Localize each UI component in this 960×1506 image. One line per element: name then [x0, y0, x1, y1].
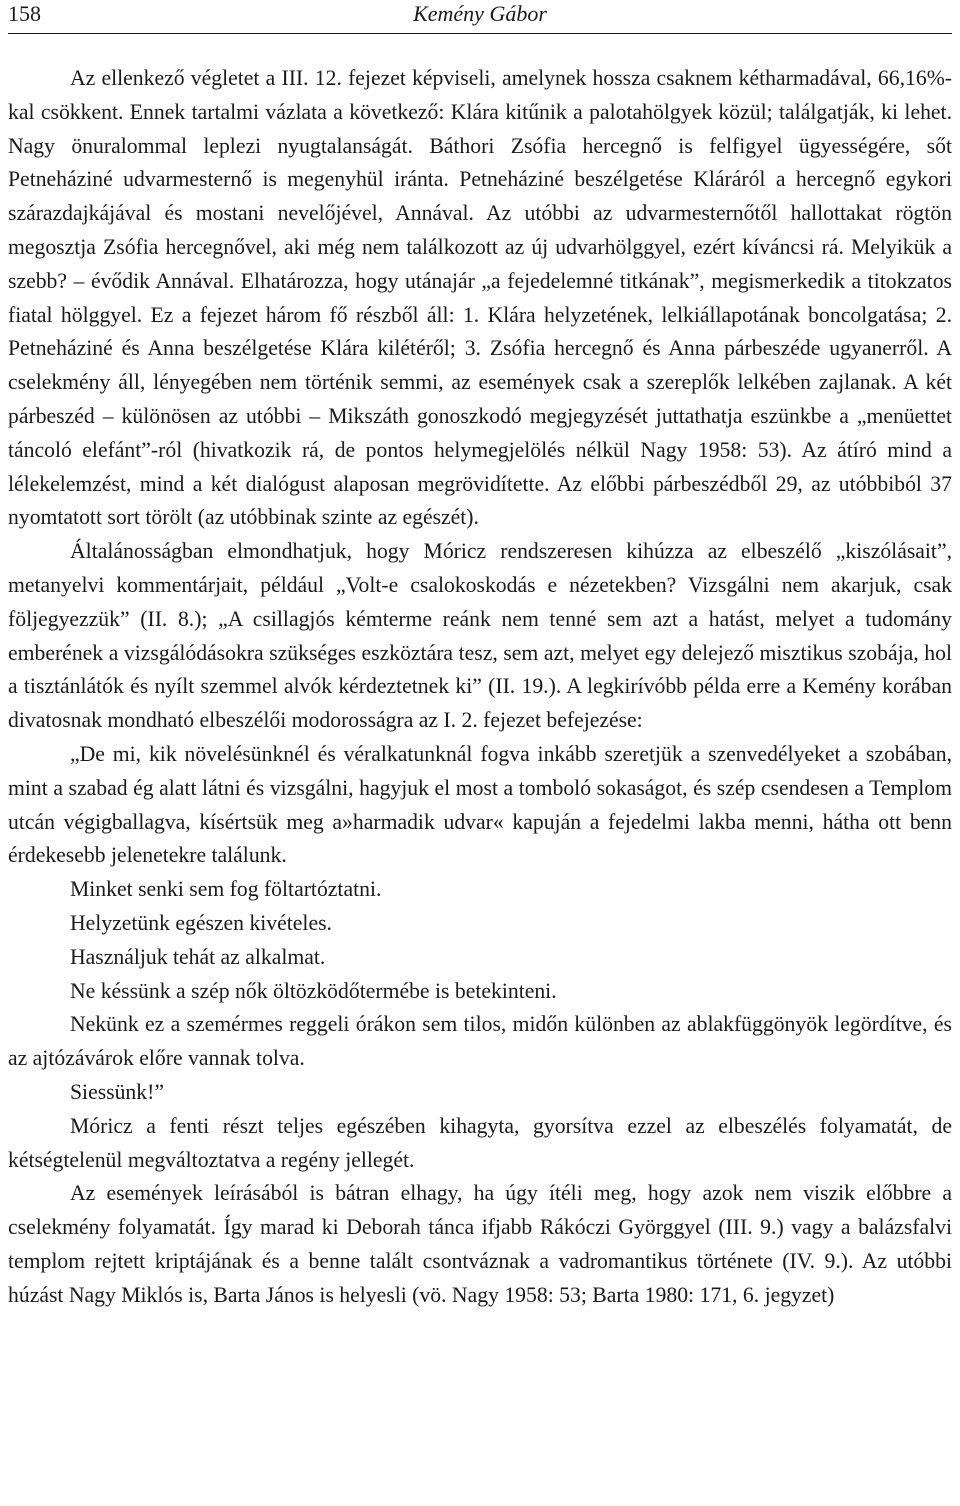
paragraph: Az események leírásából is bátran elhagy, ha úgy ítéli meg, hogy azok nem viszik előbbre a cselekmény folyamatát. Így marad ki Deborah tánca ifjabb Rákóczi Györggyel (III. 9.) vagy a balázsfalvi templom rejtett kriptájának és a benne talált csontváznak a vadromantikus története (IV. 9.). Az utóbbi húzást Nagy Miklós is, Barta János is helyesli (vö. Nagy 1958: 53; Barta 1980: 171, 6. jegyzet)	[8, 1181, 952, 1307]
page-number: 158	[8, 1, 41, 26]
header-rule	[8, 33, 952, 34]
running-head	[8, 0, 952, 30]
quote-paragraph: Ne késsünk a szép nők öltözködőtermébe is betekinteni.	[70, 978, 557, 1003]
quote-paragraph: Minket senki sem fog föltartóztatni.	[70, 877, 382, 902]
paragraph: Az ellenkező végletet a III. 12. fejezet képviseli, amelynek hossza csaknem kétharmadával, 66,16%-kal csökkent. Ennek tartalmi vázlata a következő: Klára kitűnik a palotahölgyek közül; találgatják, ki lehet. Nagy önuralommal leplezi nyugtalanságát. Báthori Zsófia hercegnő is felfigyel ügyességére, sőt Petneháziné udvarmesternő is megenyhül iránta. Petneháziné beszélgetése Kláráról a hercegnő egykori szárazdajkájával és mostani nevelőjével, Annával. Az utóbbi az udvarmesternőtől hallottakat rögtön megosztja Zsófia hercegnővel, aki még nem találkozott az új udvarhölggyel, ezért kíváncsi rá. Melyikük a szebb? – évődik Annával. Elhatározza, hogy utánajár „a fejedelemné titkának”, megismerkedik a titokzatos fiatal hölggyel. Ez a fejezet három fő részből áll: 1. Klára helyzetének, lelkiállapotának boncolgatása; 2. Petneháziné és Anna beszélgetése Klára kilétéről; 3. Zsófia hercegnő és Anna párbeszéde ugyanerről. A cselekmény áll, lényegében nem történik semmi, az események csak a szereplők lelkében zajlanak. A két párbeszéd – különösen az utóbbi – Mikszáth gonoszkodó megjegyzését juttathatja eszünkbe a „menüettet táncoló elefánt”-ról (hivatkozik rá, de pontos helymegjelölés nélkül Nagy 1958: 53). Az átíró mind a lélekelemzést, mind a két dialógust alaposan megrövidítette. Az előbbi párbeszédből 29, az utóbbiból 37 nyomtatott sort törölt (az utóbbinak szinte az egészét).	[8, 66, 952, 530]
running-title: Kemény Gábor	[413, 1, 547, 26]
quote-paragraph: Siessünk!”	[70, 1079, 164, 1104]
quote-paragraph: Használjuk tehát az alkalmat.	[70, 944, 326, 969]
paragraph: Móricz a fenti részt teljes egészében kihagyta, gyorsítva ezzel az elbeszélés folyamatát, de kétségtelenül megváltoztatva a regény jellegét.	[8, 1113, 952, 1172]
quote-paragraph: Helyzetünk egészen kivételes.	[70, 910, 332, 935]
body-text	[8, 62, 952, 1312]
paragraph: Általánosságban elmondhatjuk, hogy Móricz rendszeresen kihúzza az elbeszélő „kiszólásait”, metanyelvi kommentárjait, például „Volt-e csalokoskodás e nézetekben? Vizsgálni nem akarjuk, csak följegyezzük” (II. 8.); „A csillagjós kémterme reánk nem tenné sem azt a hatást, melyet a tudomány emberének a vizsgálódásokra szükséges eszköztára tesz, sem azt, melyet egy delejező misztikus szobája, hol a tisztánlátók és nyílt szemmel alvók kérdeztetnek ki” (II. 19.). A legkirívóbb példa erre a Kemény korában divatosnak mondható elbeszélői modorosságra az I. 2. fejezet befejezése:	[8, 539, 952, 733]
quote-paragraph: Nekünk ez a szemérmes reggeli órákon sem tilos, midőn különben az ablakfüggönyök legördítve, és az ajtózávárok előre vannak tolva.	[8, 1012, 952, 1071]
quote-paragraph: „De mi, kik növelésünknél és véralkatunknál fogva inkább szeretjük a szenvedélyeket a szobában, mint a szabad ég alatt látni és vizsgálni, hagyjuk el most a tomboló sokaságot, és szép csendesen a Templom utcán végigballagva, kísértsük meg a»harmadik udvar« kapuján a fejedelmi lakba menni, hátha ott benn érdekesebb jelenetekre találunk.	[8, 741, 952, 868]
